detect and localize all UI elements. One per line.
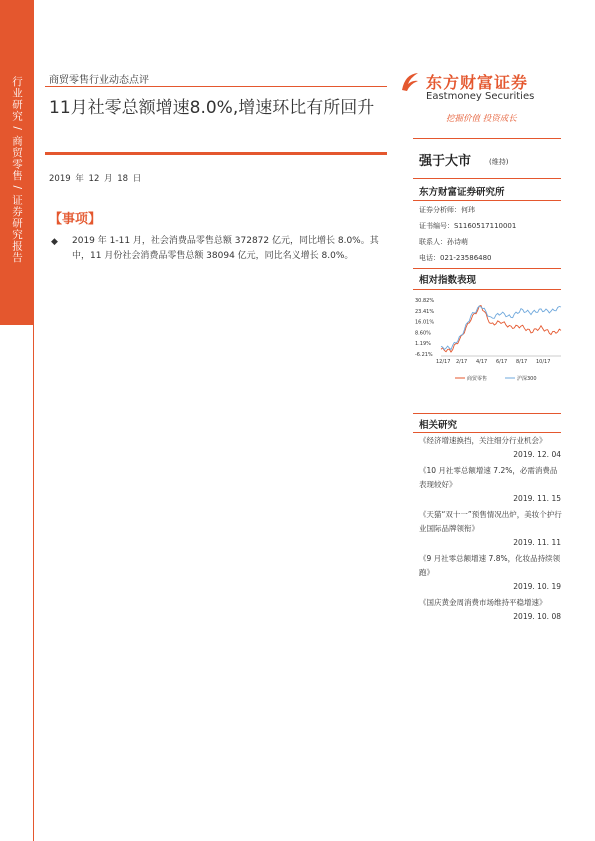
- y-tick-label: 8.60%: [415, 330, 431, 337]
- related-item-date: 2019. 12. 04: [513, 450, 561, 459]
- title-divider: [45, 152, 387, 155]
- brand-name-en: Eastmoney Securities: [426, 91, 535, 102]
- divider: [413, 432, 561, 433]
- series-line-0: [441, 306, 561, 353]
- report-date: 2019 年 12 月 18 日: [49, 174, 142, 184]
- related-item-title[interactable]: 《国庆黄金周消费市场维持平稳增速》: [419, 598, 547, 607]
- y-tick-label: 23.41%: [415, 308, 435, 315]
- sidebar-divider: [33, 0, 34, 841]
- analyst: 证券分析师：何玮: [419, 206, 475, 214]
- related-item-title[interactable]: 《10 月社零总额增速 7.2%，必需消费品表现较好》: [419, 466, 558, 489]
- y-tick-label: 16.01%: [415, 319, 435, 326]
- sidebar-label: 行业研究 / 商贸零售 / 证券研究报告: [11, 76, 23, 264]
- legend-label: 沪深300: [517, 376, 537, 382]
- index-section-title: 相对指数表现: [419, 275, 477, 286]
- divider: [413, 413, 561, 414]
- divider: [413, 200, 561, 201]
- y-tick-label: 30.82%: [415, 298, 435, 304]
- divider: [413, 138, 561, 139]
- brand-name: 东方财富证券: [426, 73, 529, 92]
- x-tick-label: 4/17: [476, 359, 488, 365]
- brand-slogan: 挖掘价值 投资成长: [446, 114, 517, 124]
- institute-name: 东方财富证券研究所: [419, 187, 505, 198]
- related-item-date: 2019. 11. 11: [513, 538, 561, 547]
- related-item-date: 2019. 10. 08: [513, 612, 561, 621]
- contact: 联系人：孙诗萌: [419, 238, 468, 246]
- phone: 电话：021-23586480: [419, 254, 492, 262]
- series-line-1: [441, 306, 561, 350]
- x-tick-label: 6/17: [496, 359, 508, 365]
- brand-logo-icon: [399, 70, 421, 94]
- relative-index-chart: [413, 292, 563, 392]
- divider: [413, 289, 561, 290]
- x-tick-label: 12/17: [436, 359, 451, 365]
- y-tick-label: 1.19%: [415, 341, 431, 348]
- cert-number: 证书编号：S1160517110001: [419, 222, 517, 230]
- related-item-title[interactable]: 《天猫“双十一”预售情况出炉，美妆个护行业国际品牌领衔》: [419, 510, 562, 533]
- related-item-title[interactable]: 《经济增速换挡，关注细分行业机会》: [419, 436, 547, 445]
- rating-label: 强于大市: [419, 154, 472, 169]
- section-heading: 【事项】: [49, 212, 102, 227]
- legend-label: 商贸零售: [467, 376, 488, 382]
- report-category: 商贸零售行业动态点评: [49, 75, 149, 86]
- sidebar: [0, 0, 33, 841]
- x-tick-label: 8/17: [516, 359, 528, 365]
- related-item-date: 2019. 11. 15: [513, 494, 561, 503]
- page-title: 11月社零总额增速8.0%,增速环比有所回升: [49, 98, 375, 118]
- related-title: 相关研究: [419, 420, 458, 431]
- y-tick-label: -6.21%: [415, 352, 433, 358]
- section-body: 2019 年 1-11 月，社会消费品零售总额 372872 亿元，同比增长 8.0%。其中，11 月份社会消费品零售总额 38094 亿元，同比名义增长 8.0%。: [72, 236, 379, 261]
- x-tick-label: 2/17: [456, 359, 468, 365]
- divider: [413, 178, 561, 179]
- x-tick-label: 10/17: [536, 359, 551, 365]
- related-item-date: 2019. 10. 19: [513, 582, 561, 591]
- divider: [413, 268, 561, 269]
- header-divider: [45, 86, 387, 87]
- bullet-icon: ◆: [51, 237, 58, 247]
- related-item-title[interactable]: 《9 月社零总额增速 7.8%，化妆品持续领跑》: [419, 554, 561, 577]
- rating-note: (维持): [489, 158, 509, 166]
- related-list: [419, 434, 563, 626]
